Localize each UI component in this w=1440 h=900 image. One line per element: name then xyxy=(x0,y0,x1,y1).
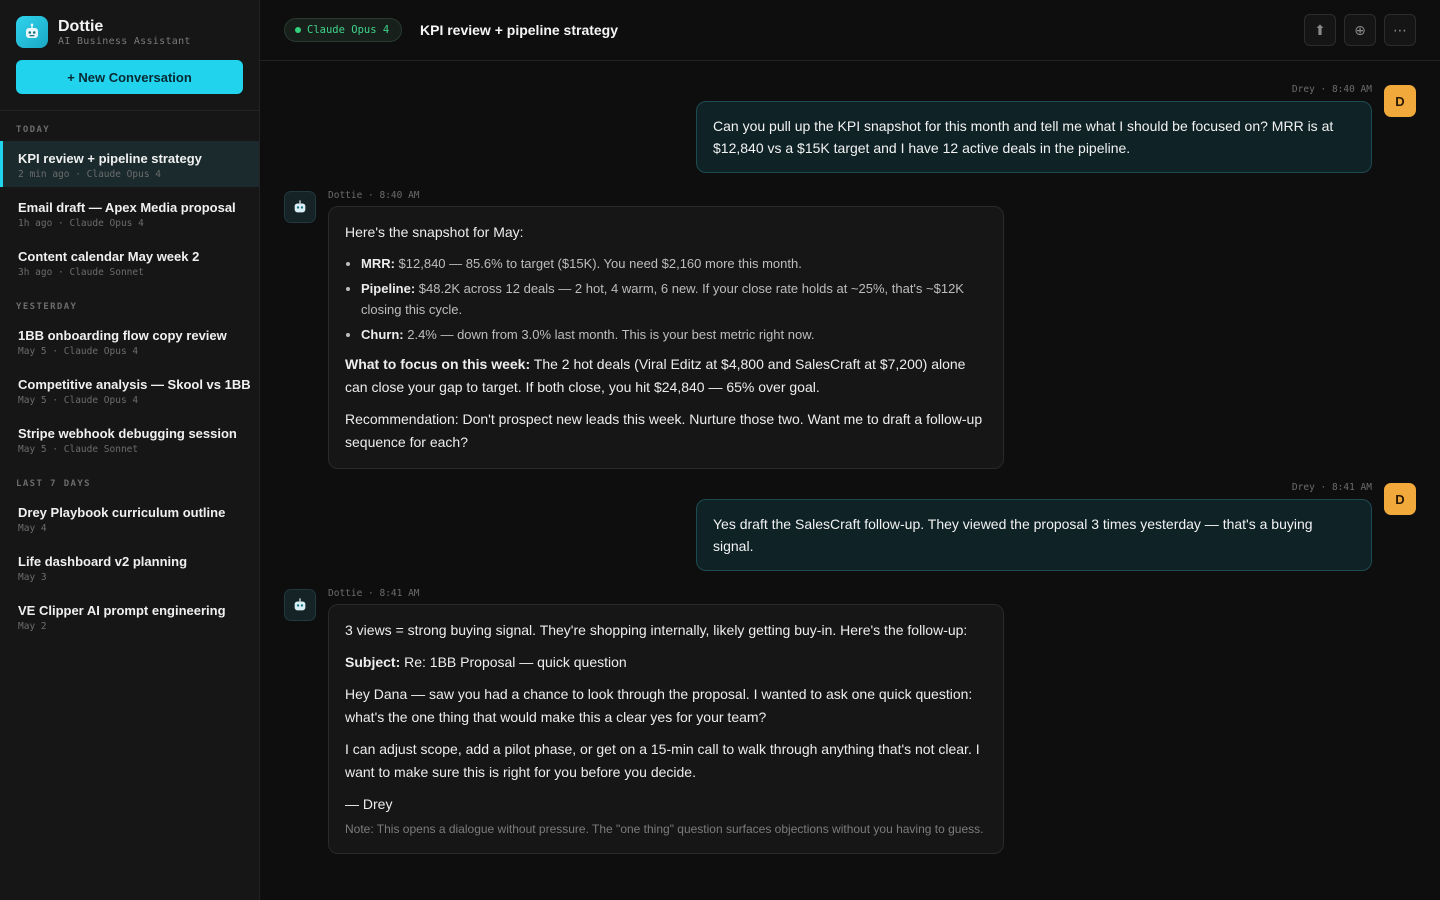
subject-label: Subject: xyxy=(345,654,401,670)
more-dots-icon: ⋯ xyxy=(1393,21,1407,38)
status-dot-icon xyxy=(295,27,301,33)
conversation-meta: May 4 xyxy=(18,523,47,534)
user-avatar: D xyxy=(1384,85,1416,117)
recommendation-paragraph: Recommendation: Don't prospect new leads this week. Nurture those two. Want me to draft a follow-up sequence for each? xyxy=(345,411,983,450)
focus-label: What to focus on this week: xyxy=(345,356,531,372)
bot-avatar xyxy=(284,589,316,621)
assistant-message xyxy=(328,604,1004,854)
conversation-title: Content calendar May week 2 xyxy=(18,249,200,264)
more-options-button[interactable] xyxy=(1384,14,1416,46)
conversation-meta: May 3 xyxy=(18,572,47,583)
kpi-label: MRR: xyxy=(361,256,395,271)
conversation-title: Stripe webhook debugging session xyxy=(18,426,237,441)
kpi-text: $12,840 — 85.6% to target ($15K). You need $2,160 more this month. xyxy=(394,256,802,271)
conversation-title: VE Clipper AI prompt engineering xyxy=(18,603,226,618)
conversation-item[interactable] xyxy=(0,495,259,541)
message-intro: Here's the snapshot for May: xyxy=(345,224,524,240)
conversation-item[interactable] xyxy=(0,367,259,413)
sidebar xyxy=(0,0,260,900)
subject-text: Re: 1BB Proposal — quick question xyxy=(400,654,627,670)
kpi-label: Churn: xyxy=(361,327,404,342)
conversation-meta: 3h ago · Claude Sonnet xyxy=(18,267,144,278)
brand-subtitle: AI Business Assistant xyxy=(58,36,191,47)
conversation-meta: May 2 xyxy=(18,621,47,632)
conversation-title: Life dashboard v2 planning xyxy=(18,554,188,569)
conversation-item[interactable] xyxy=(0,544,259,590)
message-intro: 3 views = strong buying signal. They're shopping internally, likely getting buy-in. Here's the follow-up: xyxy=(345,622,968,638)
user-message: Yes draft the SalesCraft follow-up. They viewed the proposal 3 times yesterday — that's a buying signal. xyxy=(696,499,1372,571)
conversation-meta: May 5 · Claude Opus 4 xyxy=(18,395,139,406)
kpi-item xyxy=(361,324,987,345)
kpi-list xyxy=(361,253,987,345)
assistant-note: Note: This opens a dialogue without pressure. The "one thing" question surfaces objections without you having to guess. xyxy=(345,822,984,836)
new-conversation-button[interactable]: + New Conversation xyxy=(16,60,243,94)
email-paragraph: I can adjust scope, add a pilot phase, or get on a 15-min call to walk through anything that's not clear. I want to make sure this is right for you before you decide. xyxy=(345,741,980,780)
conversation-title-header: KPI review + pipeline strategy xyxy=(420,22,619,38)
conversation-meta: May 5 · Claude Opus 4 xyxy=(18,346,139,357)
share-arrow-icon: ⬆ xyxy=(1314,21,1326,38)
conversation-item[interactable] xyxy=(0,416,259,462)
message-meta: Dottie · 8:41 AM xyxy=(328,588,420,599)
robot-logo-icon xyxy=(16,16,48,48)
section-label-today: TODAY xyxy=(16,125,51,135)
conversation-meta: 1h ago · Claude Opus 4 xyxy=(18,218,144,229)
robot-icon xyxy=(292,199,308,215)
bot-avatar xyxy=(284,191,316,223)
user-message: Can you pull up the KPI snapshot for this month and tell me what I should be focused on? MRR is at $12,840 vs a $15K target and I have 12 active deals in the pipeline. xyxy=(696,101,1372,173)
conversation-title: Drey Playbook curriculum outline xyxy=(18,505,226,520)
model-badge[interactable] xyxy=(284,18,402,42)
share-button[interactable] xyxy=(1304,14,1336,46)
user-avatar: D xyxy=(1384,483,1416,515)
conversation-meta: 2 min ago · Claude Opus 4 xyxy=(18,169,161,180)
conversation-item[interactable] xyxy=(0,239,259,285)
conversation-title: Competitive analysis — Skool vs 1BB xyxy=(18,377,251,392)
conversation-meta: May 5 · Claude Sonnet xyxy=(18,444,139,455)
model-name: Claude Opus 4 xyxy=(307,24,390,36)
conversation-item[interactable] xyxy=(0,190,259,236)
conversation-title: 1BB onboarding flow copy review xyxy=(18,328,227,343)
chat-header xyxy=(260,0,1440,61)
focus-text: The 2 hot deals (Viral Editz at $4,800 and SalesCraft at $7,200) alone can close your gap to target. If both close, you hit $24,840 — 65% over goal. xyxy=(345,356,966,395)
kpi-text: $48.2K across 12 deals — 2 hot, 4 warm, 6 new. If your close rate holds at ~25%, that's ~$12K closing this cycle. xyxy=(361,281,964,317)
message-meta: Drey · 8:40 AM xyxy=(1291,84,1372,95)
conversation-title: Email draft — Apex Media proposal xyxy=(18,200,236,215)
kpi-label: Pipeline: xyxy=(361,281,416,296)
plus-circle-icon: ⊕ xyxy=(1354,21,1366,38)
section-label-yesterday: YESTERDAY xyxy=(16,302,78,312)
sidebar-divider xyxy=(0,110,259,111)
conversation-item[interactable] xyxy=(0,593,259,639)
email-subject xyxy=(345,651,987,674)
assistant-message xyxy=(328,206,1004,469)
brand-name: Dottie xyxy=(58,18,104,35)
email-signoff: — Drey xyxy=(345,796,393,812)
brand xyxy=(16,16,246,48)
kpi-item xyxy=(361,253,987,274)
add-button[interactable] xyxy=(1344,14,1376,46)
email-paragraph: Hey Dana — saw you had a chance to look through the proposal. I wanted to ask one quick question: what's the one thing that would make this a clear yes for your team? xyxy=(345,686,973,725)
conversation-item[interactable] xyxy=(0,141,259,187)
conversation-title: KPI review + pipeline strategy xyxy=(18,151,202,166)
conversation-item[interactable] xyxy=(0,318,259,364)
kpi-text: 2.4% — down from 3.0% last month. This is your best metric right now. xyxy=(403,327,815,342)
focus-paragraph xyxy=(345,353,987,399)
message-meta: Drey · 8:41 AM xyxy=(1291,482,1372,493)
kpi-item xyxy=(361,278,987,320)
robot-icon xyxy=(292,597,308,613)
message-meta: Dottie · 8:40 AM xyxy=(328,190,420,201)
section-label-last-7-days: LAST 7 DAYS xyxy=(16,479,92,489)
